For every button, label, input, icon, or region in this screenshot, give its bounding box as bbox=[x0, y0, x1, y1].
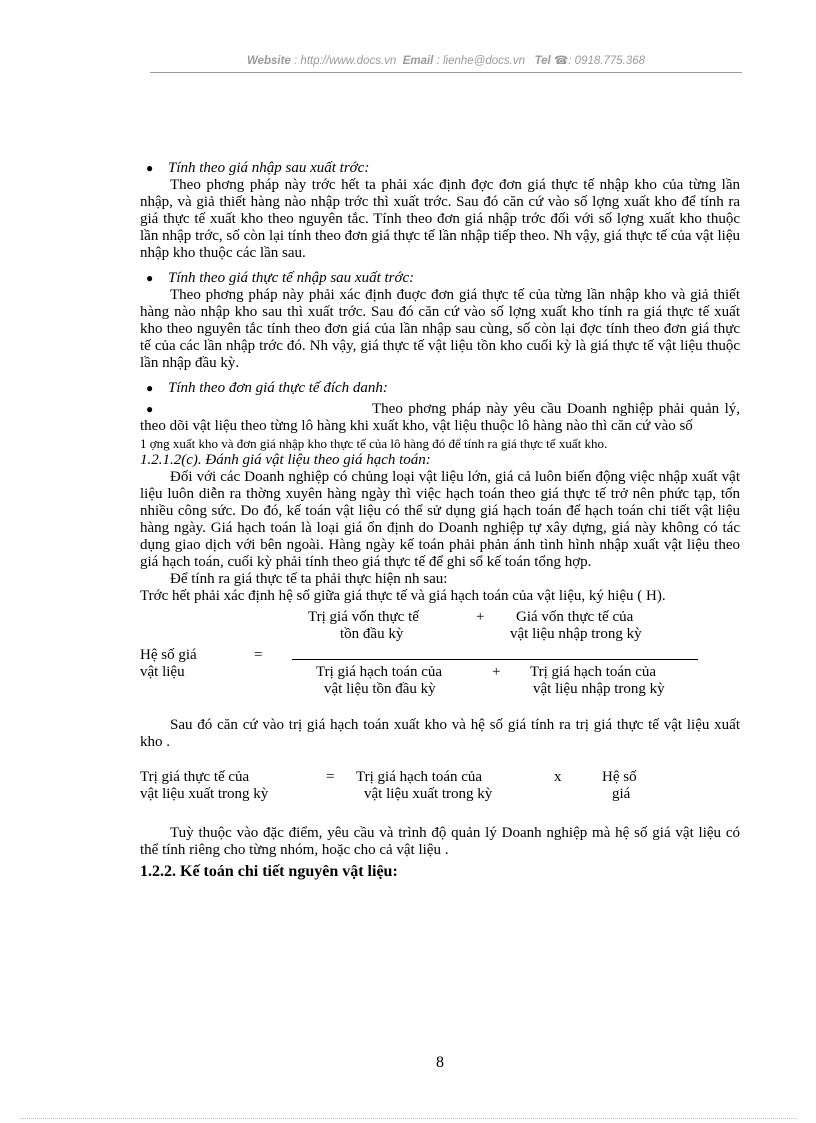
coefficient-formula bbox=[140, 607, 740, 713]
lhs-term-b: vật liệu xuất trong kỳ bbox=[140, 786, 269, 802]
denominator-term-2a: Trị giá hạch toán của bbox=[530, 664, 657, 680]
numerator-term-2a: Giá vốn thực tế của bbox=[516, 609, 634, 625]
paragraph: Theo phơng pháp này phải xác định đuợc đơn giá thực tế của từng lần nhập kho và giả thiết hàng nào nhập kho sau thì xuất trớc. Sau đó căn cứ vào số lợng xuất kho tính ra giá thực tế xuất kho theo nguyên tắc tính theo đơn giá của lần nhập sau cùng, số còn lại đợc tính theo đơn giá thực tế của các lần nhập trớc đó. Nh vậy, giá thực tế vật liệu tồn kho cuối kỳ là giá thực tế vật liệu thuộc lần nhập đầu kỳ. bbox=[140, 287, 740, 371]
paragraph: Theo phơng pháp này yêu cầu Doanh nghiệp phải quản lý, theo dõi vật liệu theo từng lô hàng khi xuất kho, vật liệu thuộc lô hàng nào thì căn cứ vào số bbox=[140, 401, 740, 434]
denominator-term-1b: vật liệu tồn đầu kỳ bbox=[324, 681, 436, 697]
page-header bbox=[150, 53, 742, 67]
bullet-title: Tính theo giá nhập sau xuất trớc: bbox=[168, 160, 370, 176]
rhs-term-b: giá bbox=[612, 786, 631, 802]
tel-label: Tel bbox=[534, 55, 551, 67]
numerator-term-2b: vật liệu nhập trong kỳ bbox=[510, 626, 642, 642]
equals-sign: = bbox=[254, 647, 263, 663]
middle-term-a: Trị giá hạch toán của bbox=[356, 769, 483, 785]
lhs-label-a: Hệ số giá bbox=[140, 647, 197, 663]
page-number: 8 bbox=[436, 1054, 444, 1071]
header-divider bbox=[150, 72, 742, 73]
bullet-title: Tính theo giá thực tế nhập sau xuất trớc: bbox=[168, 270, 415, 286]
bullet-title: Tính theo đơn giá thực tế đích danh: bbox=[168, 380, 388, 396]
tel-value: : 0918.775.368 bbox=[568, 55, 646, 67]
equals-sign: = bbox=[326, 769, 335, 785]
numerator-term-1b: tồn đầu kỳ bbox=[340, 626, 404, 642]
paragraph: Trớc hết phải xác định hệ số giữa giá thực tế và giá hạch toán của vật liệu, ký hiệu ( H). bbox=[140, 588, 666, 604]
numerator-term-1a: Trị giá vốn thực tế bbox=[308, 609, 419, 625]
paragraph: Sau đó căn cứ vào trị giá hạch toán xuất kho và hệ số giá tính ra trị giá thực tế vật liệu xuất kho . bbox=[140, 717, 740, 750]
lhs-label-b: vật liệu bbox=[140, 664, 185, 680]
paragraph: Theo phơng pháp này trớc hết ta phải xác định đợc đơn giá thực tế nhập kho của từng lần nhập, và giả thiết hàng nào nhập trớc thì xuất trớc. Sau đó căn cứ vào số lợng xuất kho để tính ra giá thực tế xuất kho theo nguyên tắc. Tính theo đơn giá nhập trớc đối với số lợng xuất kho thuộc lần nhập trớc, số còn lại tính theo đơn giá thực tế lần nhập tiếp theo. Nh vậy, giá thực tế của vật liệu nhập kho thuộc các lần sau. bbox=[140, 177, 740, 261]
denominator-term-1a: Trị giá hạch toán của bbox=[316, 664, 443, 680]
email-value: : lienhe@docs.vn bbox=[436, 55, 525, 67]
paragraph: Để tính ra giá thực tế ta phải thực hiện nh sau: bbox=[170, 571, 448, 587]
section-title: 1.2.1.2(c). Đánh giá vật liệu theo giá hạch toán: bbox=[140, 452, 431, 468]
paragraph: Tuỳ thuộc vào đặc điểm, yêu cầu và trình độ quản lý Doanh nghiệp mà hệ số giá vật liệu có thể tính riêng cho từng nhóm, hoặc cho cả vật liệu . bbox=[140, 825, 740, 858]
rhs-term-a: Hệ số bbox=[602, 769, 637, 785]
bullet-item bbox=[140, 401, 740, 435]
document-body bbox=[140, 160, 740, 880]
actual-value-formula bbox=[140, 769, 740, 809]
phone-icon: ☎ bbox=[553, 55, 569, 67]
footer-divider bbox=[20, 1118, 796, 1119]
bullet-icon: ● bbox=[146, 271, 154, 285]
bullet-icon: ● bbox=[146, 402, 154, 416]
website-label: Website bbox=[246, 55, 291, 67]
middle-term-b: vật liệu xuất trong kỳ bbox=[364, 786, 493, 802]
multiply-sign: x bbox=[554, 769, 562, 785]
plus-sign: + bbox=[492, 664, 501, 680]
bullet-icon: ● bbox=[146, 381, 154, 395]
section-heading: 1.2.2. Kế toán chi tiết nguyên vật liệu: bbox=[140, 863, 398, 880]
fraction-bar bbox=[292, 659, 698, 660]
website-value: : http://www.docs.vn bbox=[294, 55, 397, 67]
paragraph: Đối với các Doanh nghiệp có chủng loại vật liệu lớn, giá cả luôn biến động việc nhập xuất vật liệu luôn diễn ra thờng xuyên hàng ngày thì việc hạch toán theo giá thực tế trở nên phức tạp, tốn nhiều công sức. Do đó, kế toán vật liệu có thể sử dụng giá hạch toán để hạch toán chi tiết vật liệu hàng ngày. Giá hạch toán là loại giá ổn định do Doanh nghiệp tự xây dựng, giá này không có tác dụng giao dịch với bên ngoài. Hàng ngày kế toán phải phản ánh tình hình nhập xuất vật liệu theo giá hạch toán, cuối kỳ phải tính theo giá thực tế để ghi sổ kế toán tổng hợp. bbox=[140, 469, 740, 570]
bullet-item bbox=[140, 270, 740, 287]
denominator-term-2b: vật liệu nhập trong kỳ bbox=[533, 681, 665, 697]
lhs-term-a: Trị giá thực tế của bbox=[140, 769, 250, 785]
bullet-item bbox=[140, 380, 740, 397]
email-label: Email bbox=[402, 55, 434, 67]
bullet-item bbox=[140, 160, 740, 177]
plus-sign: + bbox=[476, 609, 485, 625]
paragraph: 1 ợng xuất kho và đơn giá nhập kho thực tế của lô hàng đó để tính ra giá thực tế xuất kho. bbox=[140, 436, 608, 451]
bullet-icon: ● bbox=[146, 161, 154, 175]
